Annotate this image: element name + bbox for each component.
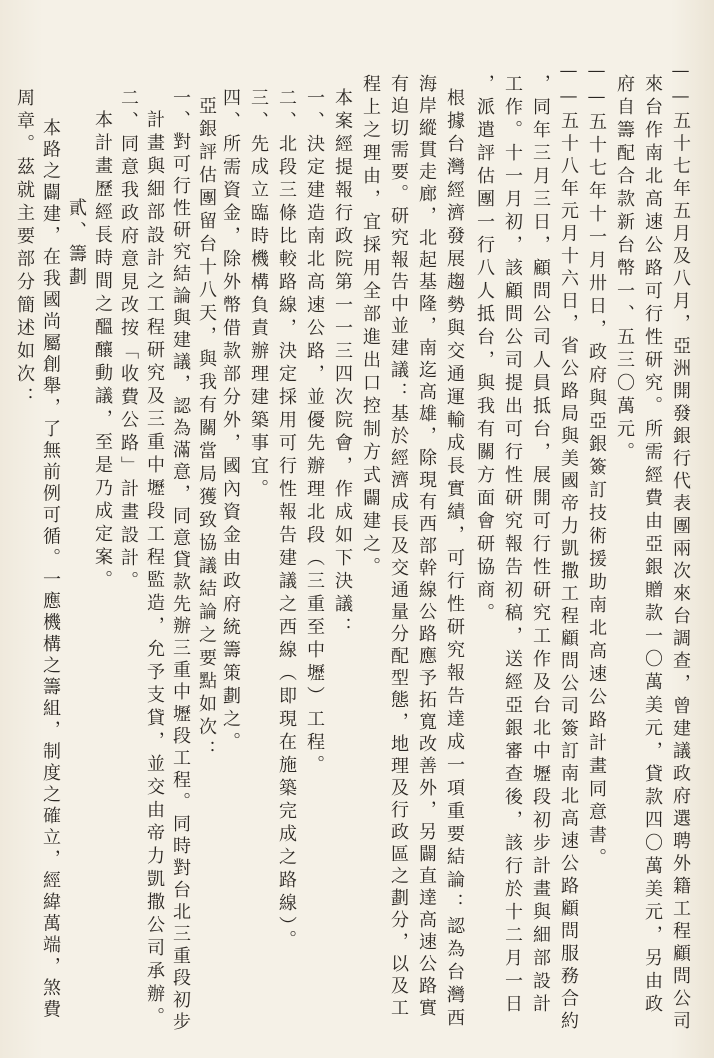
- text-column-16: 三、先成立臨時機構負責辦理建築事宜。: [248, 88, 269, 502]
- text-column-14: 一、決定建造南北高速公路，並優先辦理北段（三重至中壢）工程。: [304, 88, 325, 778]
- text-column-25: 周章。茲就主要部分簡述如次：: [14, 88, 35, 410]
- text-column-7: 工作。十一月初，該顧問公司提出可行性研究報告初稿，送經亞銀審查後，該行於十二月一日: [502, 74, 523, 1017]
- text-column-8: ，派遣評估團一行八人抵台，與我有關方面會研協商。: [474, 74, 495, 626]
- text-column-19: 一、對可行性研究結論與建議，認為滿意，同意貸款先辦三重中壢段工程。同時對台北三重段初步: [170, 88, 191, 1034]
- text-column-24: 本路之闢建，在我國尚屬創舉，了無前例可循。一應機構之籌組，制度之確立，經緯萬端，煞費: [40, 118, 61, 1021]
- text-column-6: ，同年三月三日，顧問公司人員抵台，展開可行性研究工作及台北中壢段初步計畫與細部設計: [530, 74, 551, 1017]
- text-column-5: ——五十八年元月十六日，省公路局與美國帝力凱撒工程顧問公司簽訂南北高速公路顧問服務合約: [558, 60, 579, 1034]
- text-column-12: 程上之理由，宜採用全部進出口控制方式闢建之。: [360, 74, 381, 580]
- text-column-22: 本計畫歷經長時間之醞釀動議，至是乃成定案。: [92, 110, 113, 593]
- text-column-9: 根據台灣經濟發展趨勢與交通運輸成長實績，可行性研究報告達成一項重要結論：認為台灣西: [444, 88, 465, 1031]
- text-column-18: 亞銀評估團留台十八天，與我有關當局獲致協議結論之要點如次：: [196, 96, 217, 763]
- text-column-20: 計畫與細部設計之工程研究及三重中壢段工程監造，允予支貸，並交由帝力凱撒公司承辦。: [144, 110, 165, 1030]
- text-column-10: 海岸縱貫走廊，北起基隆，南迄高雄，除現有西部幹線公路應予拓寬改善外，另闢直達高速公路實: [416, 74, 437, 1020]
- text-column-17: 四、所需資金，除外幣借款部分外，國內資金由政府統籌策劃之。: [220, 88, 241, 755]
- text-column-3: 府自籌配合款新台幣一、五三〇萬元。: [614, 74, 635, 465]
- text-column-4: ——五十七年十一月卅日，政府與亞銀簽訂技術援助南北高速公路計畫同意書。: [586, 60, 607, 871]
- text-column-1: ——五十七年五月及八月，亞洲開發銀行代表團兩次來台調查，曾建議政府選聘外籍工程顧問公司: [670, 60, 691, 1034]
- text-column-11: 有迫切需要。研究報告中並建議：基於經濟成長及交通量分配型態，地理及行政區之劃分，以及工: [388, 74, 409, 1020]
- text-column-21: 二、同意我政府意見改按「收費公路」計畫設計。: [118, 88, 139, 594]
- section-heading: 貳、籌劃: [66, 198, 87, 290]
- text-column-2: 來台作南北高速公路可行性研究。所需經費由亞銀贈款一〇萬美元，貸款四〇萬美元，另由政: [642, 74, 663, 1017]
- text-column-13: 本案經提報行政院第一一三四次院會，作成如下決議：: [332, 88, 353, 640]
- text-column-15: 二、北段三條比較路線，決定採用可行性報告建議之西線（即現在施築完成之路線）。: [276, 88, 297, 953]
